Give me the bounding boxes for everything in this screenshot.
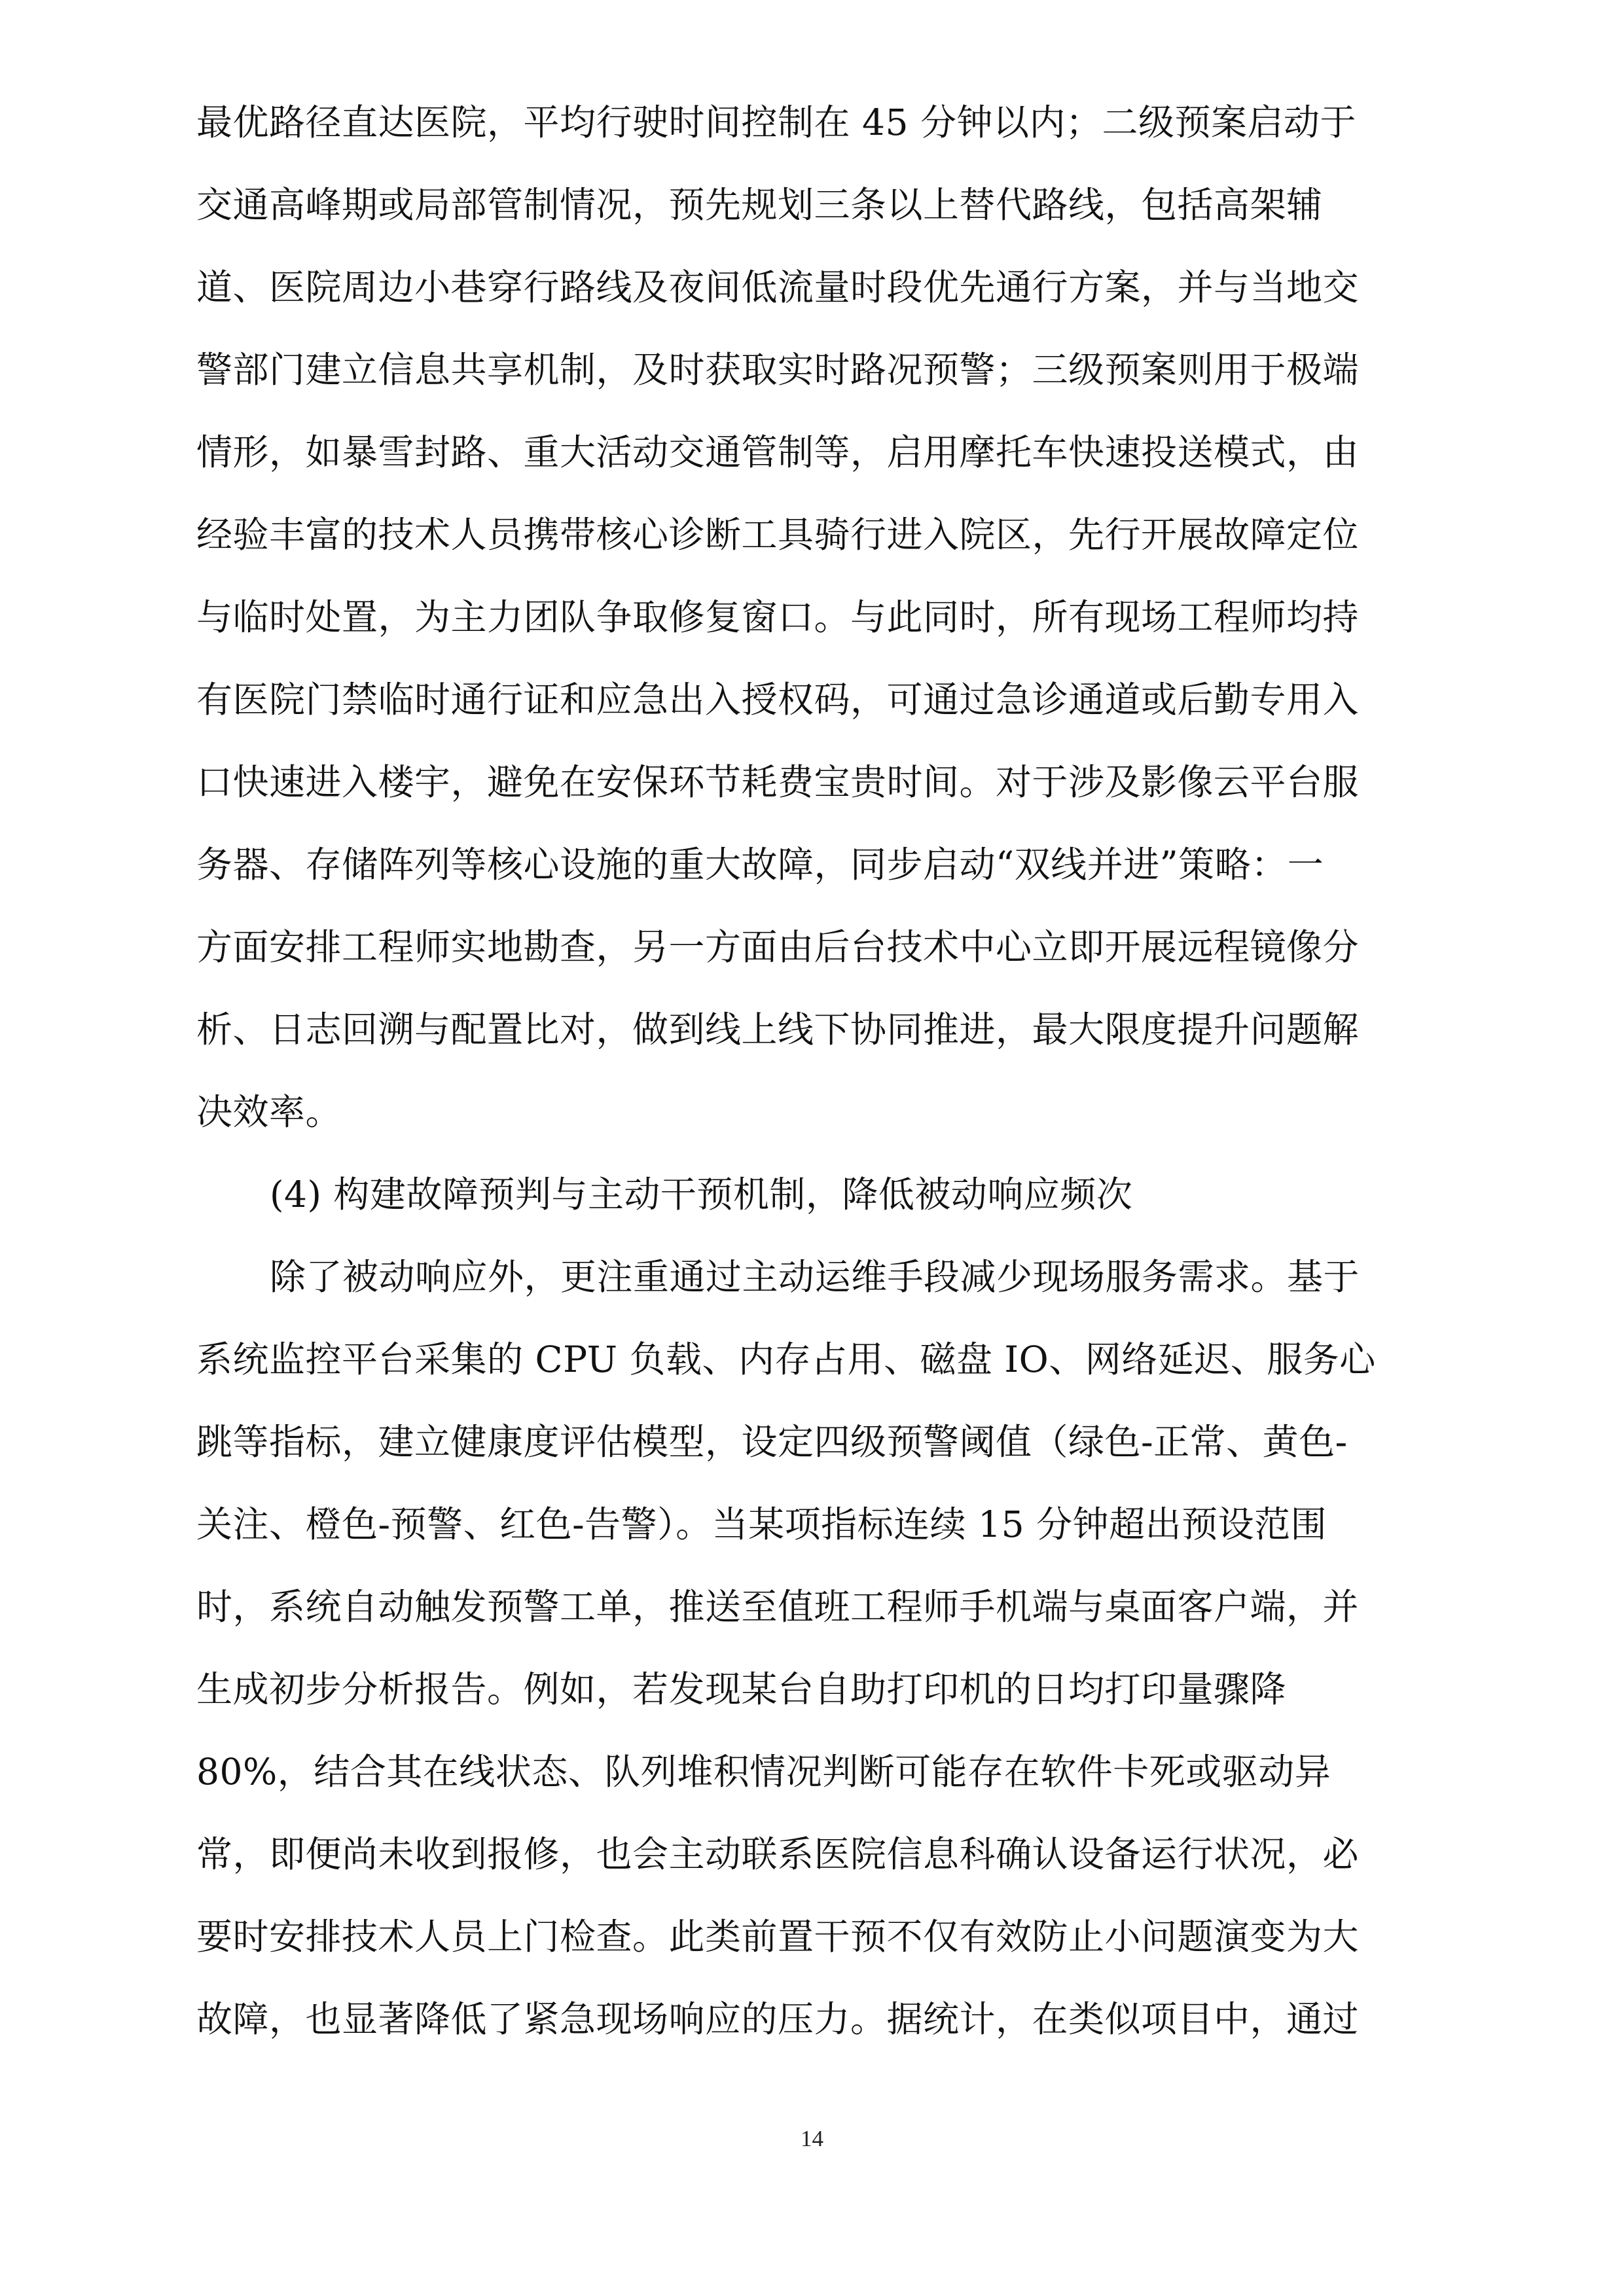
section-heading: (4) 构建故障预判与主动干预机制，降低被动响应频次: [270, 1174, 1133, 1215]
text-line: 除了被动响应外，更注重通过主动运维手段减少现场服务需求。基于: [270, 1256, 1360, 1298]
text-line: 系统监控平台采集的 CPU 负载、内存占用、磁盘 IO、网络延迟、服务心: [196, 1338, 1376, 1380]
text-line: 警部门建立信息共享机制，及时获取实时路况预警；三级预案则用于极端: [196, 349, 1360, 391]
text-line: 关注、橙色-预警、红色-告警）。当某项指标连续 15 分钟超出预设范围: [196, 1503, 1327, 1545]
text-line: 情形，如暴雪封路、重大活动交通管制等，启用摩托车快速投送模式，由: [196, 431, 1360, 473]
text-line: 时，系统自动触发预警工单，推送至值班工程师手机端与桌面客户端，并: [196, 1586, 1360, 1628]
text-line: 有医院门禁临时通行证和应急出入授权码，可通过急诊通道或后勤专用入: [196, 679, 1360, 721]
text-line: 交通高峰期或局部管制情况，预先规划三条以上替代路线，包括高架辅: [196, 184, 1323, 226]
text-line: 经验丰富的技术人员携带核心诊断工具骑行进入院区，先行开展故障定位: [196, 514, 1360, 556]
page-number: 14: [801, 2126, 823, 2151]
text-line: 常，即便尚未收到报修，也会主动联系医院信息科确认设备运行状况，必: [196, 1833, 1360, 1875]
text-line: 方面安排工程师实地勘查，另一方面由后台技术中心立即开展远程镜像分: [196, 926, 1360, 968]
text-line: 要时安排技术人员上门检查。此类前置干预不仅有效防止小问题演变为大: [196, 1916, 1360, 1958]
text-line: 跳等指标，建立健康度评估模型，设定四级预警阈值（绿色-正常、黄色-: [196, 1421, 1348, 1463]
text-line: 道、医院周边小巷穿行路线及夜间低流量时段优先通行方案，并与当地交: [196, 266, 1360, 308]
text-line: 最优路径直达医院，平均行驶时间控制在 45 分钟以内；二级预案启动于: [196, 101, 1356, 143]
body-text: [196, 81, 1434, 2060]
text-line: 故障，也显著降低了紧急现场响应的压力。据统计，在类似项目中，通过: [196, 1998, 1360, 2040]
text-line: 析、日志回溯与配置比对，做到线上线下协同推进，最大限度提升问题解: [196, 1009, 1360, 1050]
text-line: 口快速进入楼宇，避免在安保环节耗费宝贵时间。对于涉及影像云平台服: [196, 761, 1360, 803]
text-line: 与临时处置，为主力团队争取修复窗口。与此同时，所有现场工程师均持: [196, 596, 1360, 638]
text-line: 决效率。: [196, 1091, 342, 1133]
text-line: 80%，结合其在线状态、队列堆积情况判断可能存在软件卡死或驱动异: [196, 1751, 1331, 1793]
text-line: 务器、存储阵列等核心设施的重大故障，同步启动“双线并进”策略：一: [196, 844, 1324, 886]
text-line: 生成初步分析报告。例如，若发现某台自助打印机的日均打印量骤降: [196, 1668, 1287, 1710]
